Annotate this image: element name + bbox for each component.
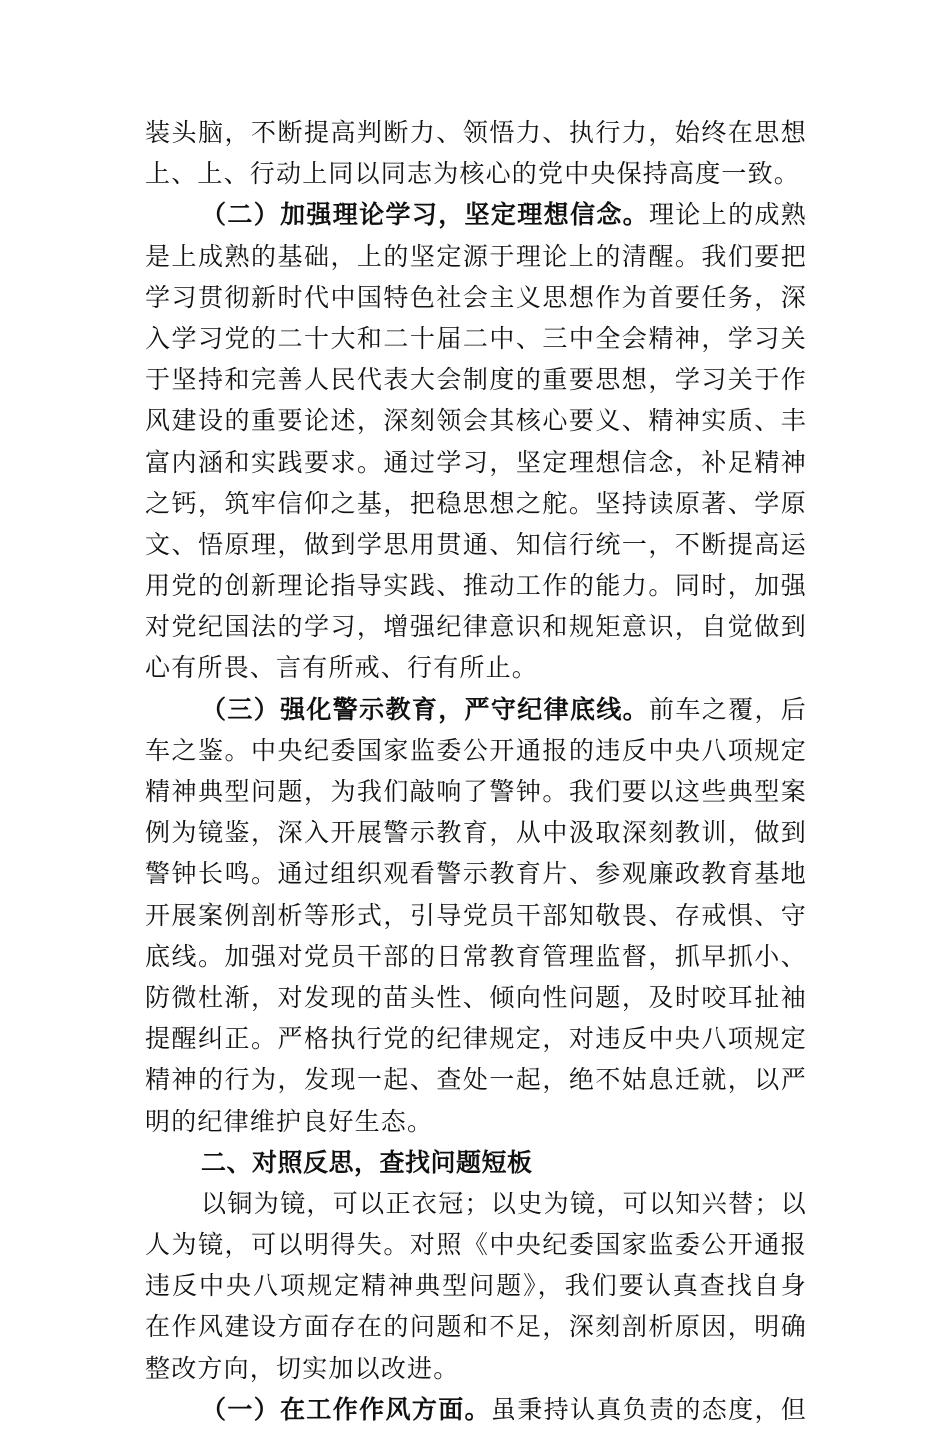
text-line [145, 771, 807, 812]
line-text: 虽秉持认真负责的态度，但 [490, 1394, 807, 1424]
line-text: 理论上的成熟 [649, 200, 807, 230]
text-line [145, 112, 807, 153]
line-text: 整改方向，切实加以改进。 [145, 1353, 460, 1383]
line-text: 风建设的重要论述，深刻领会其核心要义、精神实质、丰 [145, 406, 807, 436]
text-line [145, 606, 807, 647]
text-line [145, 359, 807, 400]
line-text: 装头脑，不断提高判断力、领悟力、执行力，始终在思想 [145, 118, 807, 147]
text-line [145, 1265, 807, 1306]
text-line [145, 400, 807, 441]
line-text: 文、悟原理，做到学思用贯通、知信行统一，不断提高运 [145, 529, 807, 559]
line-text: 违反中央八项规定精神典型问题》，我们要认真查找自身 [145, 1271, 807, 1301]
text-line [145, 524, 807, 565]
line-text: 底线。加强对党员干部的日常教育管理监督，抓早抓小、 [145, 941, 807, 971]
line-text: 是上成熟的基础，上的坚定源于理论上的清醒。我们要把 [145, 241, 807, 271]
text-line [145, 647, 807, 688]
line-text: 用党的创新理论指导实践、推动工作的能力。同时，加强 [145, 571, 807, 601]
text-line [145, 318, 807, 359]
document-body [145, 112, 807, 1430]
line-text: 于坚持和完善人民代表大会制度的重要思想，学习关于作 [145, 365, 807, 395]
line-text: 上、上、行动上同以同志为核心的党中央保持高度一致。 [145, 159, 801, 189]
paragraph [145, 689, 807, 1142]
subsection-lead: （一）在工作作风方面。 [201, 1394, 491, 1424]
text-line [145, 1059, 807, 1100]
text-line [145, 812, 807, 853]
line-text: 以铜为镜，可以正衣冠；以史为镜，可以知兴替；以 [201, 1188, 807, 1218]
section-heading [145, 1142, 807, 1183]
text-line [145, 483, 807, 524]
line-text: 之钙，筑牢信仰之基，把稳思想之舵。坚持读原著、学原 [145, 488, 807, 518]
text-line [145, 1142, 807, 1183]
line-text: 二、对照反思，查找问题短板 [201, 1147, 533, 1177]
line-text: 富内涵和实践要求。通过学习，坚定理想信念，补足精神 [145, 447, 807, 477]
line-text: 精神典型问题，为我们敲响了警钟。我们要以这些典型案 [145, 777, 807, 806]
line-text: 明的纪律维护良好生态。 [145, 1106, 434, 1136]
text-line [145, 1018, 807, 1059]
paragraph [145, 194, 807, 688]
line-text: 车之鉴。中央纪委国家监委公开通报的违反中央八项规定 [145, 735, 807, 765]
text-line [145, 853, 807, 894]
text-line [145, 236, 807, 277]
subsection-lead: （二）加强理论学习，坚定理想信念。 [201, 200, 650, 230]
text-line [145, 977, 807, 1018]
line-text: 人为镜，可以明得失。对照《中央纪委国家监委公开通报 [145, 1230, 807, 1260]
line-text: 防微杜渐，对发现的苗头性、倾向性问题，及时咬耳扯袖 [145, 982, 807, 1012]
line-text: 心有所畏、言有所戒、行有所止。 [145, 653, 539, 683]
text-line [145, 1306, 807, 1347]
text-line [145, 689, 807, 730]
text-line [145, 1101, 807, 1142]
text-line [145, 1348, 807, 1389]
paragraph [145, 1389, 807, 1430]
line-text: 开展案例剖析等形式，引导党员干部知敬畏、存戒惧、守 [145, 900, 807, 930]
text-line [145, 895, 807, 936]
line-text: 精神的行为，发现一起、查处一起，绝不姑息迁就，以严 [145, 1065, 807, 1095]
line-text: 学习贯彻新时代中国特色社会主义思想作为首要任务，深 [145, 282, 807, 312]
line-text: 警钟长鸣。通过组织观看警示教育片、参观廉政教育基地 [145, 859, 807, 889]
line-text: 提醒纠正。严格执行党的纪律规定，对违反中央八项规定 [145, 1024, 807, 1054]
text-line [145, 1389, 807, 1430]
text-line [145, 277, 807, 318]
text-line [145, 565, 807, 606]
line-text: 对党纪国法的学习，增强纪律意识和规矩意识，自觉做到 [145, 612, 807, 642]
line-text: 入学习党的二十大和二十届二中、三中全会精神，学习关 [145, 323, 807, 353]
line-text: 例为镜鉴，深入开展警示教育，从中汲取深刻教训，做到 [145, 818, 807, 848]
text-line [145, 1183, 807, 1224]
line-text: 在作风建设方面存在的问题和不足，深刻剖析原因，明确 [145, 1312, 807, 1342]
line-text: 前车之覆，后 [649, 694, 807, 724]
paragraph [145, 112, 807, 194]
text-line [145, 153, 807, 194]
text-line [145, 936, 807, 977]
text-line [145, 1224, 807, 1265]
subsection-lead: （三）强化警示教育，严守纪律底线。 [201, 694, 650, 724]
paragraph [145, 1183, 807, 1389]
text-line [145, 442, 807, 483]
text-line [145, 730, 807, 771]
text-line [145, 194, 807, 235]
